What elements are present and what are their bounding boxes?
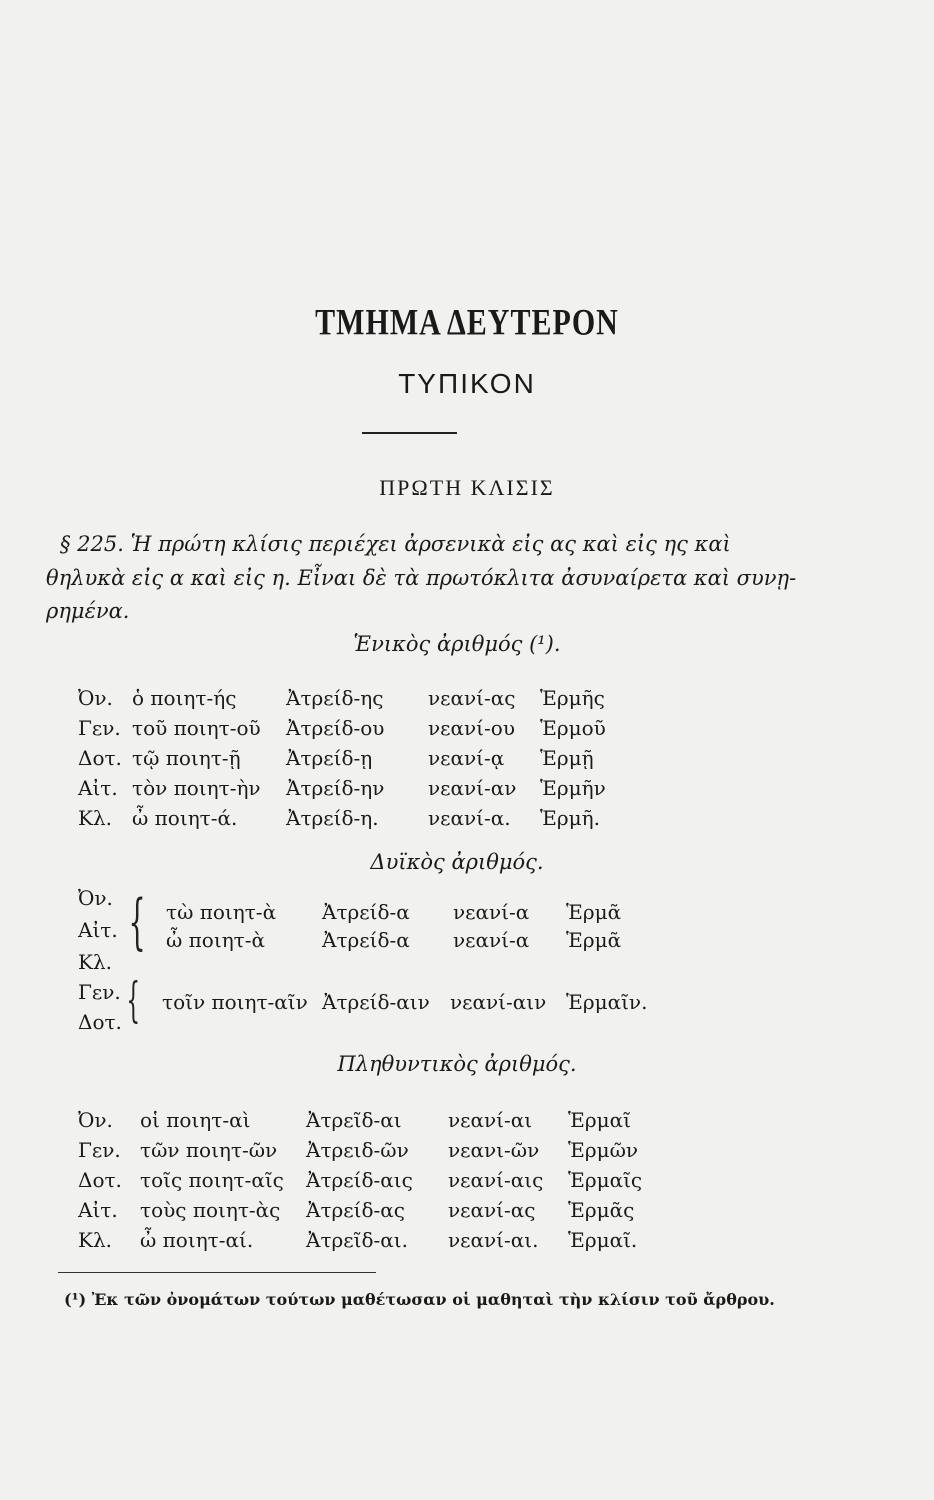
paragraph-line: § 225. Ἡ πρώτη κλίσις περιέχει ἀρσενικὰ εἰς ας καὶ εἰς ης καὶ [60,532,731,556]
cell: Ἑρμᾶς [568,1198,635,1222]
cell: νεανί-αν [428,776,517,800]
case-label: Ὀν. [78,886,113,910]
paragraph-line: ρημένα. [46,599,130,623]
cell: Ἑρμῇ [540,746,594,770]
cell: Ἀτρείδ-ῃ [286,746,373,770]
case-label: Κλ. [78,950,112,974]
cell: νεανί-ας [428,686,516,710]
cell: Ἑρμαῖ. [568,1228,638,1252]
part-title: ΤΜΗΜΑ ΔΕΥΤΕΡΟΝ [315,301,619,343]
cell: Ἀτρείδ-ης [286,686,384,710]
cell: νεανί-αις [448,1168,544,1192]
case-label: Ὀν. [78,686,113,710]
cell: νεανί-α [453,900,530,924]
case-label: Κλ. [78,806,112,830]
cell: οἱ ποιητ-αὶ [140,1108,251,1132]
cell: Ἀτρείδ-αις [306,1168,413,1192]
cell: τῶν ποιητ-ῶν [140,1138,278,1162]
cell: νεανι-ῶν [448,1138,540,1162]
cell: νεανί-ᾳ [428,746,505,770]
cell: νεανί-αι [448,1108,533,1132]
cell: νεανί-α [453,928,530,952]
cell: ὦ ποιητ-ά. [132,806,238,830]
case-label: Δοτ. [78,746,122,770]
cell: τῷ ποιητ-ῇ [132,746,241,770]
cell: ὦ ποιητ-ὰ [166,928,266,952]
cell: νεανί-ας [448,1198,536,1222]
case-label: Γεν. [78,716,121,740]
case-label: Κλ. [78,1228,112,1252]
cell: Ἑρμαῖν. [566,990,648,1014]
cell: τοῖς ποιητ-αῖς [140,1168,284,1192]
plural-heading: Πληθυντικὸς ἀριθμός. [337,1052,577,1076]
cell: Ἑρμῆς [540,686,605,710]
cell: ὁ ποιητ-ής [132,686,237,710]
title-divider [362,432,457,434]
cell: Ἑρμῶν [568,1138,639,1162]
footnote: (¹) Ἐκ τῶν ὀνομάτων τούτων μαθέτωσαν οἱ μαθηταὶ τὴν κλίσιν τοῦ ἄρθρου. [64,1290,775,1309]
dual-heading: Δυϊκὸς ἀριθμός. [370,850,544,874]
cell: Ἀτρείδ-ας [306,1198,405,1222]
cell: τὸν ποιητ-ὴν [132,776,261,800]
cell: Ἀτρείδ-η. [286,806,379,830]
case-label: Ὀν. [78,1108,113,1132]
case-label: Αἰτ. [78,1198,118,1222]
cell: Ἀτρείδ-ην [286,776,385,800]
case-label: Αἰτ. [78,776,118,800]
cell: νεανί-α. [428,806,511,830]
part-subtitle: ΤΥΠΙΚΟΝ [398,368,536,399]
cell: Ἀτρείδ-α [322,900,410,924]
cell: Ἑρμᾶ [566,928,622,952]
paragraph-line: θηλυκὰ εἰς α καὶ εἰς η. Εἶναι δὲ τὰ πρωτόκλιτα ἀσυναίρετα καὶ συνῃ- [46,566,797,590]
cell: τοὺς ποιητ-ὰς [140,1198,281,1222]
cell: τοῖν ποιητ-αῖν [162,990,308,1014]
cell: Ἀτρείδ-α [322,928,410,952]
case-label: Δοτ. [78,1010,122,1034]
cell: Ἀτρείδ-ου [286,716,385,740]
cell: Ἀτρεῖδ-αι. [306,1228,408,1252]
cell: Ἑρμοῦ [540,716,606,740]
cell: τοῦ ποιητ-οῦ [132,716,261,740]
case-label: Αἰτ. [78,918,118,942]
cell: Ἀτρείδ-αιν [322,990,430,1014]
footnote-divider [58,1272,376,1273]
singular-heading: Ἑνικὸς ἀριθμός (¹). [353,632,561,656]
case-label: Γεν. [78,980,121,1004]
chapter-title: ΠΡΩΤΗ ΚΛΙΣΙΣ [379,475,555,500]
cell: Ἑρμῆ. [540,806,600,830]
brace-glyph: { [128,887,146,957]
cell: τὼ ποιητ-ὰ [166,900,277,924]
cell: Ἑρμαῖ [568,1108,631,1132]
cell: ὦ ποιητ-αί. [140,1228,254,1252]
cell: νεανί-αιν [450,990,547,1014]
brace-glyph: { [126,972,141,1028]
cell: Ἀτρειδ-ῶν [306,1138,409,1162]
cell: νεανί-αι. [448,1228,539,1252]
cell: Ἑρμαῖς [568,1168,643,1192]
case-label: Δοτ. [78,1168,122,1192]
cell: Ἑρμῆν [540,776,606,800]
cell: νεανί-ου [428,716,515,740]
cell: Ἀτρεῖδ-αι [306,1108,402,1132]
cell: Ἑρμᾶ [566,900,622,924]
case-label: Γεν. [78,1138,121,1162]
